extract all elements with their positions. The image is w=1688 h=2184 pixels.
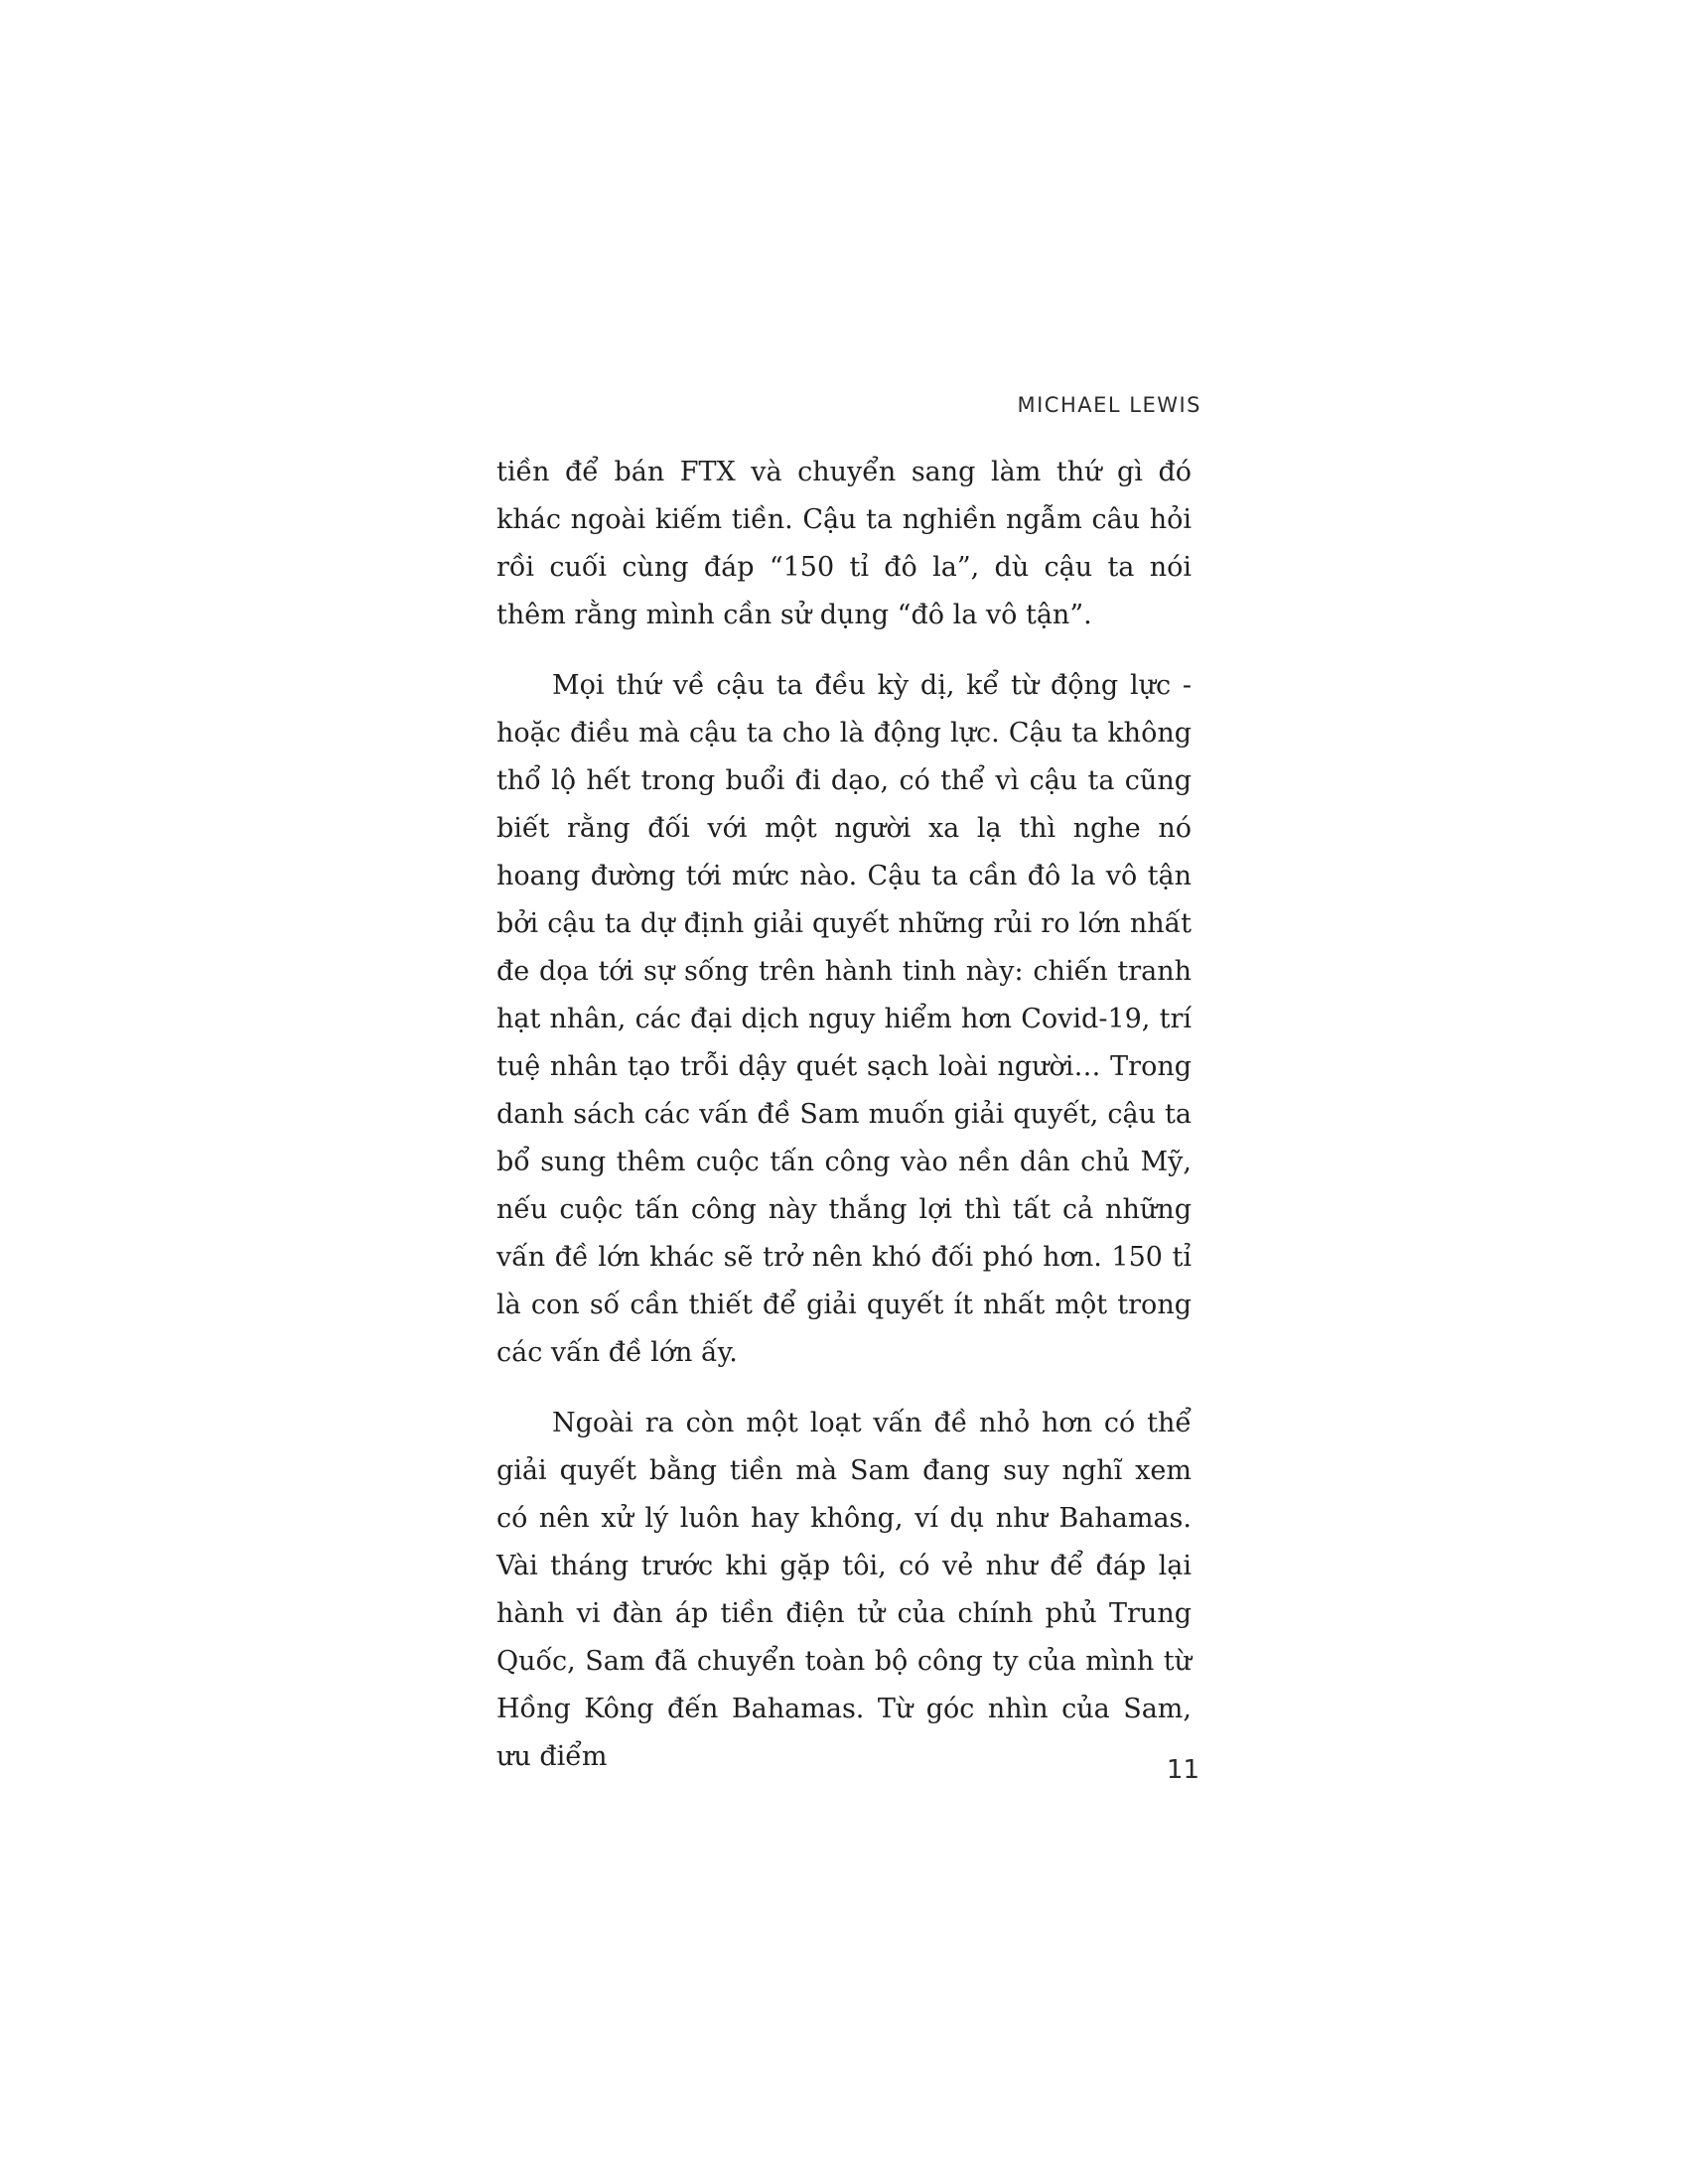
paragraph-continued: tiền để bán FTX và chuyển sang làm thứ gì đó khác ngoài kiếm tiền. Cậu ta nghiền ngẫm câu hỏi rồi cuối cùng đáp “150 tỉ đô la”, dù cậu ta nói thêm rằng mình cần sử dụng “đô la vô tận”. (496, 457, 1192, 630)
paragraph: Mọi thứ về cậu ta đều kỳ dị, kể từ động lực - hoặc điều mà cậu ta cho là động lực. Cậu ta không thổ lộ hết trong buổi đi dạo, có thể vì cậu ta cũng biết rằng đối với một người xa lạ thì nghe nó hoang đường tới mức nào. Cậu ta cần đô la vô tận bởi cậu ta dự định giải quyết những rủi ro lớn nhất đe dọa tới sự sống trên hành tinh này: chiến tranh hạt nhân, các đại dịch nguy hiểm hơn Covid-19, trí tuệ nhân tạo trỗi dậy quét sạch loài người… Trong danh sách các vấn đề Sam muốn giải quyết, cậu ta bổ sung thêm cuộc tấn công vào nền dân chủ Mỹ, nếu cuộc tấn công này thắng lợi thì tất cả những vấn đề lớn khác sẽ trở nên khó đối phó hơn. 150 tỉ là con số cần thiết để giải quyết ít nhất một trong các vấn đề lớn ấy. (496, 670, 1192, 1368)
page-number: 11 (1166, 1755, 1199, 1785)
body-text (496, 449, 1192, 1781)
running-header-author: MICHAEL LEWIS (1017, 393, 1201, 417)
paragraph: Ngoài ra còn một loạt vấn đề nhỏ hơn có thể giải quyết bằng tiền mà Sam đang suy nghĩ xem có nên xử lý luôn hay không, ví dụ như Bahamas. Vài tháng trước khi gặp tôi, có vẻ như để đáp lại hành vi đàn áp tiền điện tử của chính phủ Trung Quốc, Sam đã chuyển toàn bộ công ty của mình từ Hồng Kông đến Bahamas. Từ góc nhìn của Sam, ưu điểm (496, 1408, 1192, 1772)
